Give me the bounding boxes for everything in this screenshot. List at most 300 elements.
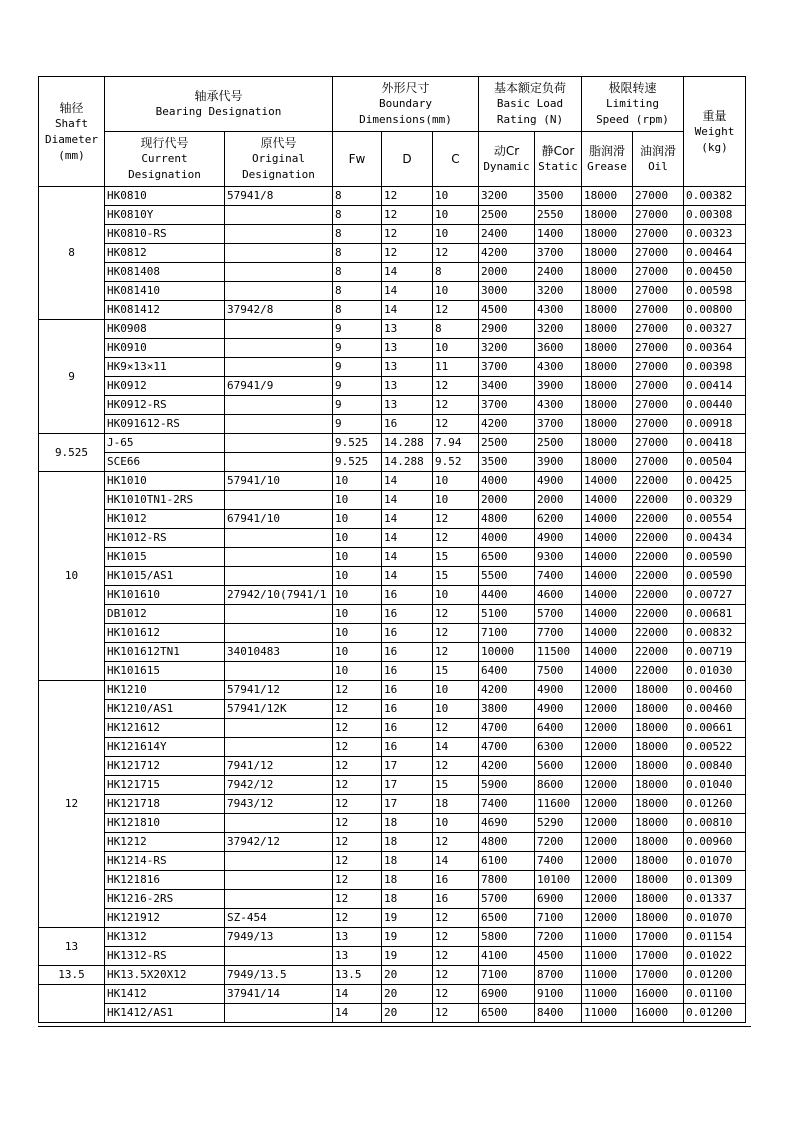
static-cor-cell: 3600 (535, 339, 582, 358)
fw-cell: 13 (333, 928, 382, 947)
fw-cell: 12 (333, 814, 382, 833)
grease-speed-cell: 18000 (582, 244, 633, 263)
oil-speed-cell: 18000 (633, 871, 684, 890)
current-designation-cell: HK1010 (105, 472, 225, 491)
current-designation-cell: HK1012-RS (105, 529, 225, 548)
table-body (39, 187, 746, 1023)
dynamic-cr-cell: 4700 (479, 738, 535, 757)
fw-cell: 8 (333, 206, 382, 225)
fw-cell: 9 (333, 320, 382, 339)
original-designation-cell: SZ-454 (225, 909, 333, 928)
static-cor-cell: 6300 (535, 738, 582, 757)
d-cell: 14 (382, 510, 433, 529)
weight-cell: 0.00425 (684, 472, 746, 491)
d-cell: 16 (382, 643, 433, 662)
weight-cell: 0.00719 (684, 643, 746, 662)
oil-speed-cell: 22000 (633, 662, 684, 681)
c-cell: 12 (433, 1004, 479, 1023)
oil-speed-cell: 18000 (633, 700, 684, 719)
c-cell: 12 (433, 757, 479, 776)
c-cell: 12 (433, 396, 479, 415)
shaft-diameter-cell (39, 985, 105, 1023)
grease-speed-cell: 18000 (582, 434, 633, 453)
table-row (39, 491, 746, 510)
original-designation-cell (225, 852, 333, 871)
grease-speed-cell: 14000 (582, 472, 633, 491)
current-designation-cell: HK091612-RS (105, 415, 225, 434)
fw-cell: 10 (333, 472, 382, 491)
shaft-diameter-cell: 8 (39, 187, 105, 320)
fw-cell: 12 (333, 890, 382, 909)
original-designation-cell: 37942/8 (225, 301, 333, 320)
boundary-dimensions-header: 外形尺寸 Boundary Dimensions(mm) (333, 77, 479, 132)
weight-cell: 0.01022 (684, 947, 746, 966)
d-cell: 16 (382, 700, 433, 719)
c-cell: 10 (433, 472, 479, 491)
static-cor-cell: 4300 (535, 358, 582, 377)
grease-speed-cell: 14000 (582, 567, 633, 586)
dynamic-cr-cell: 6400 (479, 662, 535, 681)
dynamic-cr-cell: 2900 (479, 320, 535, 339)
static-cor-cell: 7700 (535, 624, 582, 643)
grease-header: 脂润滑 Grease (582, 132, 633, 187)
grease-speed-cell: 12000 (582, 795, 633, 814)
d-cell: 19 (382, 947, 433, 966)
grease-speed-cell: 12000 (582, 776, 633, 795)
oil-speed-cell: 27000 (633, 358, 684, 377)
fw-cell: 9 (333, 415, 382, 434)
table-row (39, 206, 746, 225)
grease-speed-cell: 14000 (582, 510, 633, 529)
c-cell: 10 (433, 814, 479, 833)
fw-cell: 10 (333, 643, 382, 662)
current-designation-cell: HK0910 (105, 339, 225, 358)
weight-cell: 0.00414 (684, 377, 746, 396)
c-cell: 7.94 (433, 434, 479, 453)
shaft-diameter-cell: 13.5 (39, 966, 105, 985)
table-row (39, 871, 746, 890)
weight-cell: 0.01070 (684, 852, 746, 871)
dynamic-cr-cell: 3800 (479, 700, 535, 719)
c-cell: 15 (433, 567, 479, 586)
table-row (39, 358, 746, 377)
current-designation-cell: HK1214-RS (105, 852, 225, 871)
d-cell: 16 (382, 662, 433, 681)
weight-header: 重量 Weight (kg) (684, 77, 746, 187)
oil-speed-cell: 18000 (633, 681, 684, 700)
fw-cell: 8 (333, 282, 382, 301)
table-row (39, 795, 746, 814)
grease-speed-cell: 14000 (582, 643, 633, 662)
original-designation-cell: 67941/9 (225, 377, 333, 396)
c-cell: 15 (433, 548, 479, 567)
table-row (39, 377, 746, 396)
d-cell: 20 (382, 1004, 433, 1023)
current-designation-cell: HK0810 (105, 187, 225, 206)
current-designation-cell: HK121715 (105, 776, 225, 795)
d-cell: 18 (382, 890, 433, 909)
c-cell: 10 (433, 586, 479, 605)
c-cell: 16 (433, 871, 479, 890)
current-designation-cell: HK101610 (105, 586, 225, 605)
original-designation-cell (225, 244, 333, 263)
original-designation-cell (225, 548, 333, 567)
original-designation-cell (225, 396, 333, 415)
original-designation-cell: 34010483 (225, 643, 333, 662)
original-designation-cell: 57941/12K (225, 700, 333, 719)
d-cell: 14 (382, 529, 433, 548)
fw-cell: 12 (333, 738, 382, 757)
fw-cell: 12 (333, 776, 382, 795)
oil-speed-cell: 27000 (633, 396, 684, 415)
current-designation-cell: HK121614Y (105, 738, 225, 757)
grease-speed-cell: 18000 (582, 187, 633, 206)
shaft-diameter-cell: 9 (39, 320, 105, 434)
static-cor-cell: 6400 (535, 719, 582, 738)
current-designation-cell: SCE66 (105, 453, 225, 472)
d-cell: 19 (382, 928, 433, 947)
original-designation-cell (225, 453, 333, 472)
dynamic-cr-cell: 7100 (479, 624, 535, 643)
table-row (39, 415, 746, 434)
oil-speed-cell: 27000 (633, 434, 684, 453)
static-cor-cell: 4300 (535, 396, 582, 415)
grease-speed-cell: 18000 (582, 301, 633, 320)
d-cell: 16 (382, 738, 433, 757)
table-row (39, 719, 746, 738)
grease-speed-cell: 18000 (582, 415, 633, 434)
dynamic-cr-cell: 4100 (479, 947, 535, 966)
weight-cell: 0.00504 (684, 453, 746, 472)
fw-cell: 13 (333, 947, 382, 966)
original-designation-cell (225, 1004, 333, 1023)
c-cell: 11 (433, 358, 479, 377)
current-designation-cell: HK1210/AS1 (105, 700, 225, 719)
original-designation-cell: 57941/10 (225, 472, 333, 491)
table-row (39, 567, 746, 586)
table-row (39, 738, 746, 757)
grease-speed-cell: 12000 (582, 681, 633, 700)
oil-speed-cell: 18000 (633, 890, 684, 909)
original-designation-cell (225, 871, 333, 890)
grease-speed-cell: 12000 (582, 890, 633, 909)
grease-speed-cell: 14000 (582, 529, 633, 548)
fw-cell: 12 (333, 700, 382, 719)
oil-speed-cell: 18000 (633, 814, 684, 833)
original-designation-cell (225, 814, 333, 833)
oil-speed-cell: 22000 (633, 586, 684, 605)
dynamic-cr-cell: 6500 (479, 1004, 535, 1023)
static-cor-cell: 2400 (535, 263, 582, 282)
fw-cell: 8 (333, 187, 382, 206)
c-cell: 12 (433, 510, 479, 529)
d-cell: 20 (382, 985, 433, 1004)
c-cell: 12 (433, 377, 479, 396)
static-cor-cell: 4300 (535, 301, 582, 320)
original-designation-cell: 57941/12 (225, 681, 333, 700)
current-designation-cell: HK1210 (105, 681, 225, 700)
original-designation-cell (225, 434, 333, 453)
static-cor-cell: 4500 (535, 947, 582, 966)
d-cell: 14 (382, 491, 433, 510)
table-row (39, 757, 746, 776)
original-designation-cell (225, 339, 333, 358)
dynamic-cr-cell: 6100 (479, 852, 535, 871)
current-designation-cell: HK1010TN1-2RS (105, 491, 225, 510)
weight-cell: 0.00554 (684, 510, 746, 529)
d-cell: 14 (382, 282, 433, 301)
c-cell: 10 (433, 700, 479, 719)
dynamic-cr-cell: 4690 (479, 814, 535, 833)
original-designation-cell (225, 358, 333, 377)
c-cell: 10 (433, 206, 479, 225)
current-designation-cell: HK9×13×11 (105, 358, 225, 377)
dynamic-cr-cell: 4000 (479, 529, 535, 548)
weight-cell: 0.01200 (684, 966, 746, 985)
table-row (39, 1004, 746, 1023)
original-designation-cell: 37942/12 (225, 833, 333, 852)
oil-speed-cell: 18000 (633, 833, 684, 852)
oil-speed-cell: 22000 (633, 491, 684, 510)
dynamic-cr-cell: 3700 (479, 396, 535, 415)
static-cor-cell: 11600 (535, 795, 582, 814)
dynamic-cr-cell: 7800 (479, 871, 535, 890)
table-row (39, 681, 746, 700)
oil-speed-cell: 18000 (633, 719, 684, 738)
table-row (39, 890, 746, 909)
static-cor-cell: 5700 (535, 605, 582, 624)
current-designation-cell: HK1216-2RS (105, 890, 225, 909)
d-cell: 16 (382, 624, 433, 643)
dynamic-cr-cell: 4500 (479, 301, 535, 320)
c-cell: 10 (433, 339, 479, 358)
static-cor-cell: 5290 (535, 814, 582, 833)
weight-cell: 0.00329 (684, 491, 746, 510)
oil-speed-cell: 16000 (633, 1004, 684, 1023)
static-cor-cell: 2500 (535, 434, 582, 453)
dynamic-cr-cell: 2500 (479, 206, 535, 225)
weight-cell: 0.00364 (684, 339, 746, 358)
dynamic-cr-cell: 5800 (479, 928, 535, 947)
static-cor-cell: 4600 (535, 586, 582, 605)
current-designation-cell: HK0810-RS (105, 225, 225, 244)
original-designation-cell (225, 263, 333, 282)
current-designation-header: 现行代号 Current Designation (105, 132, 225, 187)
current-designation-cell: HK101612TN1 (105, 643, 225, 662)
current-designation-cell: HK1312-RS (105, 947, 225, 966)
fw-cell: 12 (333, 795, 382, 814)
oil-speed-cell: 17000 (633, 928, 684, 947)
dynamic-cr-cell: 2000 (479, 263, 535, 282)
table-row (39, 909, 746, 928)
d-cell: 14.288 (382, 453, 433, 472)
table-row (39, 396, 746, 415)
grease-speed-cell: 12000 (582, 909, 633, 928)
current-designation-cell: HK1015 (105, 548, 225, 567)
original-designation-cell (225, 947, 333, 966)
d-cell: 18 (382, 814, 433, 833)
d-cell: 17 (382, 757, 433, 776)
static-cor-cell: 6900 (535, 890, 582, 909)
fw-cell: 12 (333, 757, 382, 776)
grease-speed-cell: 11000 (582, 1004, 633, 1023)
current-designation-cell: HK1412 (105, 985, 225, 1004)
current-designation-cell: HK1312 (105, 928, 225, 947)
static-cor-cell: 3200 (535, 282, 582, 301)
table-row (39, 947, 746, 966)
shaft-diameter-header: 轴径 Shaft Diameter (mm) (39, 77, 105, 187)
grease-speed-cell: 18000 (582, 396, 633, 415)
current-designation-cell: HK0912-RS (105, 396, 225, 415)
original-designation-cell: 7949/13 (225, 928, 333, 947)
grease-speed-cell: 11000 (582, 985, 633, 1004)
fw-cell: 10 (333, 605, 382, 624)
table-row (39, 510, 746, 529)
dynamic-cr-cell: 5700 (479, 890, 535, 909)
dynamic-cr-cell: 2400 (479, 225, 535, 244)
fw-cell: 8 (333, 301, 382, 320)
current-designation-cell: HK101612 (105, 624, 225, 643)
current-designation-cell: HK1212 (105, 833, 225, 852)
original-designation-cell: 67941/10 (225, 510, 333, 529)
grease-speed-cell: 18000 (582, 358, 633, 377)
d-header: D (382, 132, 433, 187)
weight-cell: 0.01200 (684, 1004, 746, 1023)
d-cell: 18 (382, 852, 433, 871)
oil-speed-cell: 22000 (633, 510, 684, 529)
oil-header: 油润滑 Oil (633, 132, 684, 187)
fw-cell: 9.525 (333, 453, 382, 472)
table-row (39, 833, 746, 852)
grease-speed-cell: 14000 (582, 605, 633, 624)
static-cor-cell: 8400 (535, 1004, 582, 1023)
grease-speed-cell: 12000 (582, 814, 633, 833)
weight-cell: 0.00418 (684, 434, 746, 453)
c-cell: 14 (433, 738, 479, 757)
table-row (39, 320, 746, 339)
table-row (39, 529, 746, 548)
oil-speed-cell: 22000 (633, 605, 684, 624)
original-designation-cell (225, 605, 333, 624)
weight-cell: 0.00440 (684, 396, 746, 415)
weight-cell: 0.01070 (684, 909, 746, 928)
dynamic-cr-cell: 3500 (479, 453, 535, 472)
oil-speed-cell: 27000 (633, 263, 684, 282)
basic-load-rating-header: 基本额定负荷 Basic Load Rating (N) (479, 77, 582, 132)
c-cell: 12 (433, 928, 479, 947)
oil-speed-cell: 16000 (633, 985, 684, 1004)
fw-cell: 12 (333, 852, 382, 871)
dynamic-cr-cell: 7100 (479, 966, 535, 985)
dynamic-cr-cell: 2500 (479, 434, 535, 453)
fw-cell: 8 (333, 244, 382, 263)
table-row (39, 339, 746, 358)
static-cor-header: 静Cor Static (535, 132, 582, 187)
static-cor-cell: 3900 (535, 377, 582, 396)
fw-cell: 12 (333, 833, 382, 852)
static-cor-cell: 3700 (535, 244, 582, 263)
static-cor-cell: 3500 (535, 187, 582, 206)
weight-cell: 0.00464 (684, 244, 746, 263)
d-cell: 18 (382, 871, 433, 890)
current-designation-cell: HK0908 (105, 320, 225, 339)
fw-cell: 10 (333, 510, 382, 529)
table-row (39, 852, 746, 871)
grease-speed-cell: 18000 (582, 377, 633, 396)
static-cor-cell: 2000 (535, 491, 582, 510)
d-cell: 13 (382, 377, 433, 396)
weight-cell: 0.00382 (684, 187, 746, 206)
dynamic-cr-cell: 4000 (479, 472, 535, 491)
current-designation-cell: HK0810Y (105, 206, 225, 225)
d-cell: 12 (382, 187, 433, 206)
oil-speed-cell: 18000 (633, 738, 684, 757)
original-designation-cell (225, 567, 333, 586)
weight-cell: 0.00661 (684, 719, 746, 738)
table-row (39, 605, 746, 624)
table-row (39, 928, 746, 947)
c-cell: 12 (433, 909, 479, 928)
table-row (39, 985, 746, 1004)
oil-speed-cell: 22000 (633, 472, 684, 491)
original-designation-cell (225, 662, 333, 681)
current-designation-cell: HK1412/AS1 (105, 1004, 225, 1023)
oil-speed-cell: 22000 (633, 624, 684, 643)
d-cell: 16 (382, 586, 433, 605)
oil-speed-cell: 27000 (633, 377, 684, 396)
d-cell: 14 (382, 548, 433, 567)
weight-cell: 0.00308 (684, 206, 746, 225)
table-row (39, 453, 746, 472)
oil-speed-cell: 27000 (633, 225, 684, 244)
grease-speed-cell: 14000 (582, 548, 633, 567)
static-cor-cell: 1400 (535, 225, 582, 244)
original-designation-cell (225, 529, 333, 548)
dynamic-cr-cell: 3200 (479, 187, 535, 206)
weight-cell: 0.00727 (684, 586, 746, 605)
static-cor-cell: 9300 (535, 548, 582, 567)
c-cell: 18 (433, 795, 479, 814)
grease-speed-cell: 12000 (582, 757, 633, 776)
fw-cell: 10 (333, 548, 382, 567)
d-cell: 17 (382, 776, 433, 795)
grease-speed-cell: 18000 (582, 263, 633, 282)
c-cell: 12 (433, 985, 479, 1004)
original-designation-cell (225, 719, 333, 738)
table-header (39, 77, 746, 187)
c-cell: 12 (433, 719, 479, 738)
current-designation-cell: HK121810 (105, 814, 225, 833)
fw-header: Fw (333, 132, 382, 187)
c-cell: 12 (433, 415, 479, 434)
c-cell: 8 (433, 263, 479, 282)
c-cell: 10 (433, 491, 479, 510)
static-cor-cell: 8700 (535, 966, 582, 985)
static-cor-cell: 7500 (535, 662, 582, 681)
table-row (39, 643, 746, 662)
c-cell: 12 (433, 833, 479, 852)
weight-cell: 0.01337 (684, 890, 746, 909)
dynamic-cr-header: 动Cr Dynamic (479, 132, 535, 187)
dynamic-cr-cell: 7400 (479, 795, 535, 814)
weight-cell: 0.01309 (684, 871, 746, 890)
dynamic-cr-cell: 4800 (479, 510, 535, 529)
c-cell: 12 (433, 605, 479, 624)
weight-cell: 0.00590 (684, 548, 746, 567)
original-designation-cell (225, 206, 333, 225)
original-designation-cell: 37941/14 (225, 985, 333, 1004)
c-cell: 10 (433, 187, 479, 206)
